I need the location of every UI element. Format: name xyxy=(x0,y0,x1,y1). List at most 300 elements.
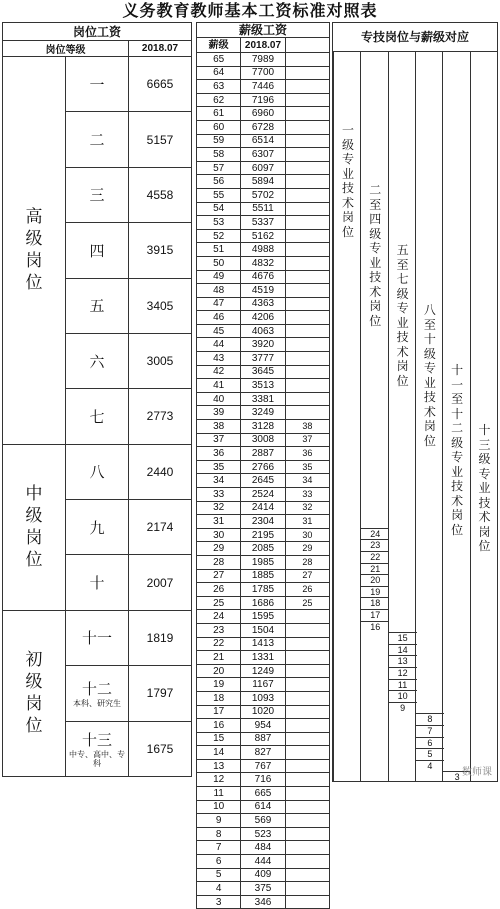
grade-pay-cell: 569 xyxy=(241,814,285,828)
rank-cell xyxy=(66,167,129,222)
rank-text: 十一 xyxy=(81,629,112,648)
grade-cell: 44 xyxy=(197,338,241,352)
grade-map-cell xyxy=(285,352,329,366)
table-row xyxy=(197,420,330,434)
year-header: 2018.07 xyxy=(129,41,192,57)
grade-pay-cell: 2887 xyxy=(241,447,285,461)
table-row xyxy=(197,474,330,488)
grade-cell: 17 xyxy=(197,705,241,719)
blank-header xyxy=(285,38,329,53)
group-label-text: 中级岗位 xyxy=(25,484,43,571)
table-row xyxy=(197,311,330,325)
grade-pay-cell: 7700 xyxy=(241,66,285,80)
grade-map-cell: 32 xyxy=(285,501,329,515)
grade-map-cell xyxy=(285,216,329,230)
pay-cell: 6665 xyxy=(129,57,192,112)
table-row xyxy=(197,148,330,162)
grade-cell: 63 xyxy=(197,80,241,94)
grade-pay-cell: 6307 xyxy=(241,148,285,162)
grade-pay-cell: 3008 xyxy=(241,433,285,447)
grade-salary-header: 薪级工资 xyxy=(197,23,330,38)
group-label-text: 高级岗位 xyxy=(25,207,43,294)
rank-text: 十 xyxy=(89,574,105,593)
mapping-column xyxy=(360,51,389,781)
grade-pay-cell: 3128 xyxy=(241,420,285,434)
grade-pay-cell: 4063 xyxy=(241,324,285,338)
table-row xyxy=(197,243,330,257)
grade-cell: 62 xyxy=(197,93,241,107)
table-row xyxy=(197,447,330,461)
mapping-header: 专技岗位与薪级对应 xyxy=(333,23,497,52)
table-row xyxy=(197,324,330,338)
grade-cell: 49 xyxy=(197,270,241,284)
grade-cell: 7 xyxy=(197,841,241,855)
grade-cell: 9 xyxy=(197,814,241,828)
grade-pay-cell: 2524 xyxy=(241,488,285,502)
grade-map-cell: 36 xyxy=(285,447,329,461)
grade-map-cell xyxy=(285,746,329,760)
grade-cell: 11 xyxy=(197,787,241,801)
grade-cell: 50 xyxy=(197,256,241,270)
table-row xyxy=(197,773,330,787)
rank-text: 五 xyxy=(89,297,105,316)
grade-map-cell xyxy=(285,311,329,325)
table-row xyxy=(197,352,330,366)
grade-cell: 27 xyxy=(197,569,241,583)
grade-cell: 38 xyxy=(197,420,241,434)
grade-pay-cell: 887 xyxy=(241,732,285,746)
rank-header: 岗位等级 xyxy=(3,41,129,57)
table-row xyxy=(197,365,330,379)
grade-cell: 57 xyxy=(197,161,241,175)
grade-cell: 54 xyxy=(197,202,241,216)
rank-text: 一 xyxy=(89,75,105,94)
mapping-cell: 17 xyxy=(361,609,389,621)
table-row xyxy=(197,284,330,298)
grade-cell: 52 xyxy=(197,229,241,243)
grade-pay-cell: 2304 xyxy=(241,515,285,529)
grade-map-cell xyxy=(285,161,329,175)
grade-pay-cell: 614 xyxy=(241,800,285,814)
grade-map-cell xyxy=(285,841,329,855)
mapping-cell: 7 xyxy=(416,725,444,737)
grade-map-cell xyxy=(285,202,329,216)
grade-cell: 46 xyxy=(197,311,241,325)
grade-map-cell xyxy=(285,379,329,393)
mapping-column-label: 十三级专业技术岗位 xyxy=(478,423,491,553)
mapping-cell: 12 xyxy=(389,667,417,679)
rank-cell xyxy=(66,721,129,776)
grade-map-cell xyxy=(285,80,329,94)
grade-map-cell xyxy=(285,120,329,134)
table-row xyxy=(197,759,330,773)
rank-cell xyxy=(66,57,129,112)
grade-pay-cell: 1686 xyxy=(241,596,285,610)
grade-map-cell xyxy=(285,256,329,270)
grade-cell: 39 xyxy=(197,406,241,420)
grade-map-cell: 30 xyxy=(285,528,329,542)
grade-cell: 51 xyxy=(197,243,241,257)
grade-cell: 26 xyxy=(197,583,241,597)
table-row xyxy=(197,664,330,678)
grade-cell: 5 xyxy=(197,868,241,882)
table-row xyxy=(197,120,330,134)
grade-map-cell xyxy=(285,623,329,637)
grade-header: 薪级 xyxy=(197,38,241,53)
mapping-cell: 4 xyxy=(416,760,444,772)
grade-map-cell xyxy=(285,66,329,80)
pay-cell: 1819 xyxy=(129,610,192,665)
grade-map-cell xyxy=(285,175,329,189)
grade-cell: 20 xyxy=(197,664,241,678)
grade-map-cell xyxy=(285,610,329,624)
grade-cell: 45 xyxy=(197,324,241,338)
rank-cell xyxy=(66,444,129,499)
mapping-cell: 21 xyxy=(361,563,389,575)
pay-cell: 2007 xyxy=(129,555,192,610)
grade-cell: 22 xyxy=(197,637,241,651)
grade-map-cell: 25 xyxy=(285,596,329,610)
grade-cell: 47 xyxy=(197,297,241,311)
grade-pay-cell: 1885 xyxy=(241,569,285,583)
grade-map-cell xyxy=(285,406,329,420)
grade-pay-cell: 1331 xyxy=(241,651,285,665)
grade-pay-cell: 2766 xyxy=(241,460,285,474)
grade-cell: 55 xyxy=(197,188,241,202)
group-label xyxy=(3,610,66,776)
mapping-column-label: 十一至十二级专业技术岗位 xyxy=(451,363,464,537)
table-row xyxy=(197,161,330,175)
grade-cell: 31 xyxy=(197,515,241,529)
grade-map-cell: 31 xyxy=(285,515,329,529)
table-row xyxy=(197,297,330,311)
grade-cell: 6 xyxy=(197,855,241,869)
grade-cell: 33 xyxy=(197,488,241,502)
table-row xyxy=(197,895,330,909)
grade-salary-table xyxy=(196,22,330,909)
grade-map-cell xyxy=(285,759,329,773)
grade-cell: 28 xyxy=(197,555,241,569)
grade-pay-cell: 6514 xyxy=(241,134,285,148)
mapping-column-label: 一级专业技术岗位 xyxy=(341,123,354,239)
mapping-cell: 6 xyxy=(416,737,444,749)
grade-map-cell xyxy=(285,270,329,284)
pay-cell: 3005 xyxy=(129,333,192,388)
grade-map-cell xyxy=(285,664,329,678)
mapping-cell: 10 xyxy=(389,690,417,702)
mapping-column xyxy=(415,51,444,781)
grade-map-cell xyxy=(285,338,329,352)
table-row xyxy=(197,637,330,651)
grade-map-cell xyxy=(285,53,329,67)
grade-pay-cell: 1167 xyxy=(241,678,285,692)
mapping-column-label: 二至四级专业技术岗位 xyxy=(369,183,382,328)
grade-cell: 14 xyxy=(197,746,241,760)
table-row xyxy=(197,691,330,705)
grade-cell: 43 xyxy=(197,352,241,366)
table-row xyxy=(197,256,330,270)
table-row xyxy=(197,80,330,94)
grade-pay-cell: 4519 xyxy=(241,284,285,298)
rank-text: 十二 xyxy=(81,680,112,699)
table-row xyxy=(197,229,330,243)
rank-text: 三 xyxy=(89,186,105,205)
grade-cell: 48 xyxy=(197,284,241,298)
mapping-cell: 15 xyxy=(389,632,417,644)
grade-map-cell xyxy=(285,243,329,257)
grade-pay-cell: 5511 xyxy=(241,202,285,216)
table-row xyxy=(197,610,330,624)
grade-cell: 24 xyxy=(197,610,241,624)
grade-map-cell: 37 xyxy=(285,433,329,447)
grade-pay-cell: 375 xyxy=(241,882,285,896)
table-row xyxy=(197,93,330,107)
grade-pay-cell: 5162 xyxy=(241,229,285,243)
rank-cell xyxy=(66,333,129,388)
grade-map-cell xyxy=(285,392,329,406)
rank-text: 六 xyxy=(89,352,105,371)
grade-year-header: 2018.07 xyxy=(241,38,285,53)
group-label-text: 初级岗位 xyxy=(25,650,43,737)
grade-cell: 40 xyxy=(197,392,241,406)
mapping-column xyxy=(388,51,417,781)
grade-pay-cell: 7989 xyxy=(241,53,285,67)
grade-pay-cell: 6728 xyxy=(241,120,285,134)
salary-sheet xyxy=(2,22,498,908)
mapping-cell: 13 xyxy=(389,655,417,667)
grade-cell: 8 xyxy=(197,827,241,841)
grade-pay-cell: 827 xyxy=(241,746,285,760)
rank-cell xyxy=(66,389,129,444)
table-row xyxy=(197,596,330,610)
rank-cell xyxy=(66,112,129,167)
table-row xyxy=(197,433,330,447)
grade-map-cell xyxy=(285,637,329,651)
table-row xyxy=(197,379,330,393)
rank-text: 七 xyxy=(89,407,105,426)
grade-pay-cell: 1595 xyxy=(241,610,285,624)
rank-cell xyxy=(66,666,129,721)
grade-cell: 61 xyxy=(197,107,241,121)
table-row xyxy=(197,338,330,352)
table-row xyxy=(197,719,330,733)
grade-pay-cell: 1504 xyxy=(241,623,285,637)
table-row xyxy=(197,488,330,502)
mapping-cell: 24 xyxy=(361,528,389,540)
grade-cell: 65 xyxy=(197,53,241,67)
table-row xyxy=(197,53,330,67)
grade-map-cell xyxy=(285,365,329,379)
grade-map-cell xyxy=(285,284,329,298)
grade-pay-cell: 444 xyxy=(241,855,285,869)
grade-pay-cell: 4832 xyxy=(241,256,285,270)
grade-pay-cell: 5702 xyxy=(241,188,285,202)
grade-map-cell xyxy=(285,188,329,202)
grade-map-cell: 34 xyxy=(285,474,329,488)
grade-map-cell xyxy=(285,107,329,121)
rank-text: 八 xyxy=(89,463,105,482)
grade-pay-cell: 2085 xyxy=(241,542,285,556)
rank-cell xyxy=(66,555,129,610)
rank-subtext: 中专、高中、专科 xyxy=(69,750,125,769)
mapping-column xyxy=(470,51,499,781)
grade-cell: 36 xyxy=(197,447,241,461)
mapping-cell: 20 xyxy=(361,574,389,586)
table-row xyxy=(197,746,330,760)
table-row xyxy=(197,270,330,284)
grade-cell: 37 xyxy=(197,433,241,447)
grade-pay-cell: 523 xyxy=(241,827,285,841)
mapping-cell: 18 xyxy=(361,597,389,609)
table-row xyxy=(197,583,330,597)
grade-map-cell xyxy=(285,324,329,338)
pay-cell: 2440 xyxy=(129,444,192,499)
grade-map-cell: 38 xyxy=(285,420,329,434)
grade-map-cell xyxy=(285,705,329,719)
rank-text: 二 xyxy=(89,131,105,150)
grade-pay-cell: 767 xyxy=(241,759,285,773)
table-row xyxy=(197,882,330,896)
grade-cell: 13 xyxy=(197,759,241,773)
grade-cell: 30 xyxy=(197,528,241,542)
grade-map-cell xyxy=(285,814,329,828)
table-row xyxy=(197,732,330,746)
grade-cell: 4 xyxy=(197,882,241,896)
table-row xyxy=(197,827,330,841)
rank-cell xyxy=(66,500,129,555)
rank-cell xyxy=(66,278,129,333)
grade-pay-cell: 3513 xyxy=(241,379,285,393)
table-row xyxy=(3,57,192,112)
grade-map-cell xyxy=(285,651,329,665)
grade-pay-cell: 3381 xyxy=(241,392,285,406)
grade-cell: 15 xyxy=(197,732,241,746)
table-row xyxy=(3,610,192,665)
mapping-cell: 16 xyxy=(361,621,389,633)
pay-cell: 1675 xyxy=(129,721,192,776)
grade-cell: 53 xyxy=(197,216,241,230)
watermark-text: 数师课 xyxy=(462,767,492,778)
post-salary-table xyxy=(2,22,192,777)
grade-map-cell: 33 xyxy=(285,488,329,502)
rank-text: 十三 xyxy=(81,731,112,750)
grade-cell: 29 xyxy=(197,542,241,556)
post-grade-mapping xyxy=(332,22,498,782)
grade-map-cell: 35 xyxy=(285,460,329,474)
mapping-cell: 3 xyxy=(443,771,471,783)
mapping-cell: 14 xyxy=(389,644,417,656)
grade-pay-cell: 6097 xyxy=(241,161,285,175)
grade-cell: 64 xyxy=(197,66,241,80)
mapping-cell: 8 xyxy=(416,713,444,725)
mapping-cell: 19 xyxy=(361,586,389,598)
grade-map-cell xyxy=(285,800,329,814)
grade-pay-cell: 5337 xyxy=(241,216,285,230)
grade-cell: 12 xyxy=(197,773,241,787)
grade-pay-cell: 4206 xyxy=(241,311,285,325)
table-row xyxy=(197,392,330,406)
mapping-cell: 5 xyxy=(416,748,444,760)
rank-cell xyxy=(66,610,129,665)
grade-cell: 56 xyxy=(197,175,241,189)
rank-subtext: 本科、研究生 xyxy=(73,699,121,709)
grade-map-cell xyxy=(285,868,329,882)
table-row xyxy=(197,569,330,583)
pay-cell: 2174 xyxy=(129,500,192,555)
grade-pay-cell: 954 xyxy=(241,719,285,733)
grade-map-cell xyxy=(285,229,329,243)
grade-pay-cell: 7196 xyxy=(241,93,285,107)
grade-pay-cell: 2195 xyxy=(241,528,285,542)
grade-pay-cell: 1413 xyxy=(241,637,285,651)
grade-map-cell xyxy=(285,297,329,311)
grade-cell: 42 xyxy=(197,365,241,379)
grade-cell: 10 xyxy=(197,800,241,814)
grade-map-cell xyxy=(285,895,329,909)
table-row xyxy=(197,175,330,189)
table-row xyxy=(197,555,330,569)
grade-cell: 21 xyxy=(197,651,241,665)
table-row xyxy=(197,460,330,474)
mapping-cell: 23 xyxy=(361,539,389,551)
table-row xyxy=(197,188,330,202)
grade-cell: 41 xyxy=(197,379,241,393)
grade-pay-cell: 6960 xyxy=(241,107,285,121)
table-row xyxy=(3,444,192,499)
grade-cell: 18 xyxy=(197,691,241,705)
rank-cell xyxy=(66,223,129,278)
grade-pay-cell: 484 xyxy=(241,841,285,855)
grade-pay-cell: 3249 xyxy=(241,406,285,420)
grade-pay-cell: 4363 xyxy=(241,297,285,311)
pay-cell: 4558 xyxy=(129,167,192,222)
grade-map-cell xyxy=(285,148,329,162)
pay-cell: 1797 xyxy=(129,666,192,721)
grade-pay-cell: 1985 xyxy=(241,555,285,569)
rank-text: 九 xyxy=(89,518,105,537)
table-row xyxy=(197,542,330,556)
mapping-column-label: 五至七级专业技术岗位 xyxy=(396,243,409,388)
table-row xyxy=(197,705,330,719)
grade-cell: 19 xyxy=(197,678,241,692)
grade-pay-cell: 5894 xyxy=(241,175,285,189)
table-row xyxy=(197,515,330,529)
table-row xyxy=(197,623,330,637)
grade-map-cell xyxy=(285,134,329,148)
grade-map-cell xyxy=(285,732,329,746)
grade-pay-cell: 1093 xyxy=(241,691,285,705)
grade-pay-cell: 716 xyxy=(241,773,285,787)
grade-pay-cell: 1020 xyxy=(241,705,285,719)
grade-map-cell xyxy=(285,678,329,692)
grade-map-cell xyxy=(285,719,329,733)
grade-pay-cell: 3645 xyxy=(241,365,285,379)
table-row xyxy=(197,216,330,230)
grade-cell: 3 xyxy=(197,895,241,909)
grade-cell: 60 xyxy=(197,120,241,134)
table-row xyxy=(197,107,330,121)
mapping-column xyxy=(333,51,362,781)
table-row xyxy=(197,66,330,80)
table-row xyxy=(197,800,330,814)
pay-cell: 5157 xyxy=(129,112,192,167)
grade-pay-cell: 4988 xyxy=(241,243,285,257)
grade-pay-cell: 409 xyxy=(241,868,285,882)
pay-cell: 3915 xyxy=(129,223,192,278)
grade-cell: 16 xyxy=(197,719,241,733)
grade-map-cell: 26 xyxy=(285,583,329,597)
grade-pay-cell: 4676 xyxy=(241,270,285,284)
